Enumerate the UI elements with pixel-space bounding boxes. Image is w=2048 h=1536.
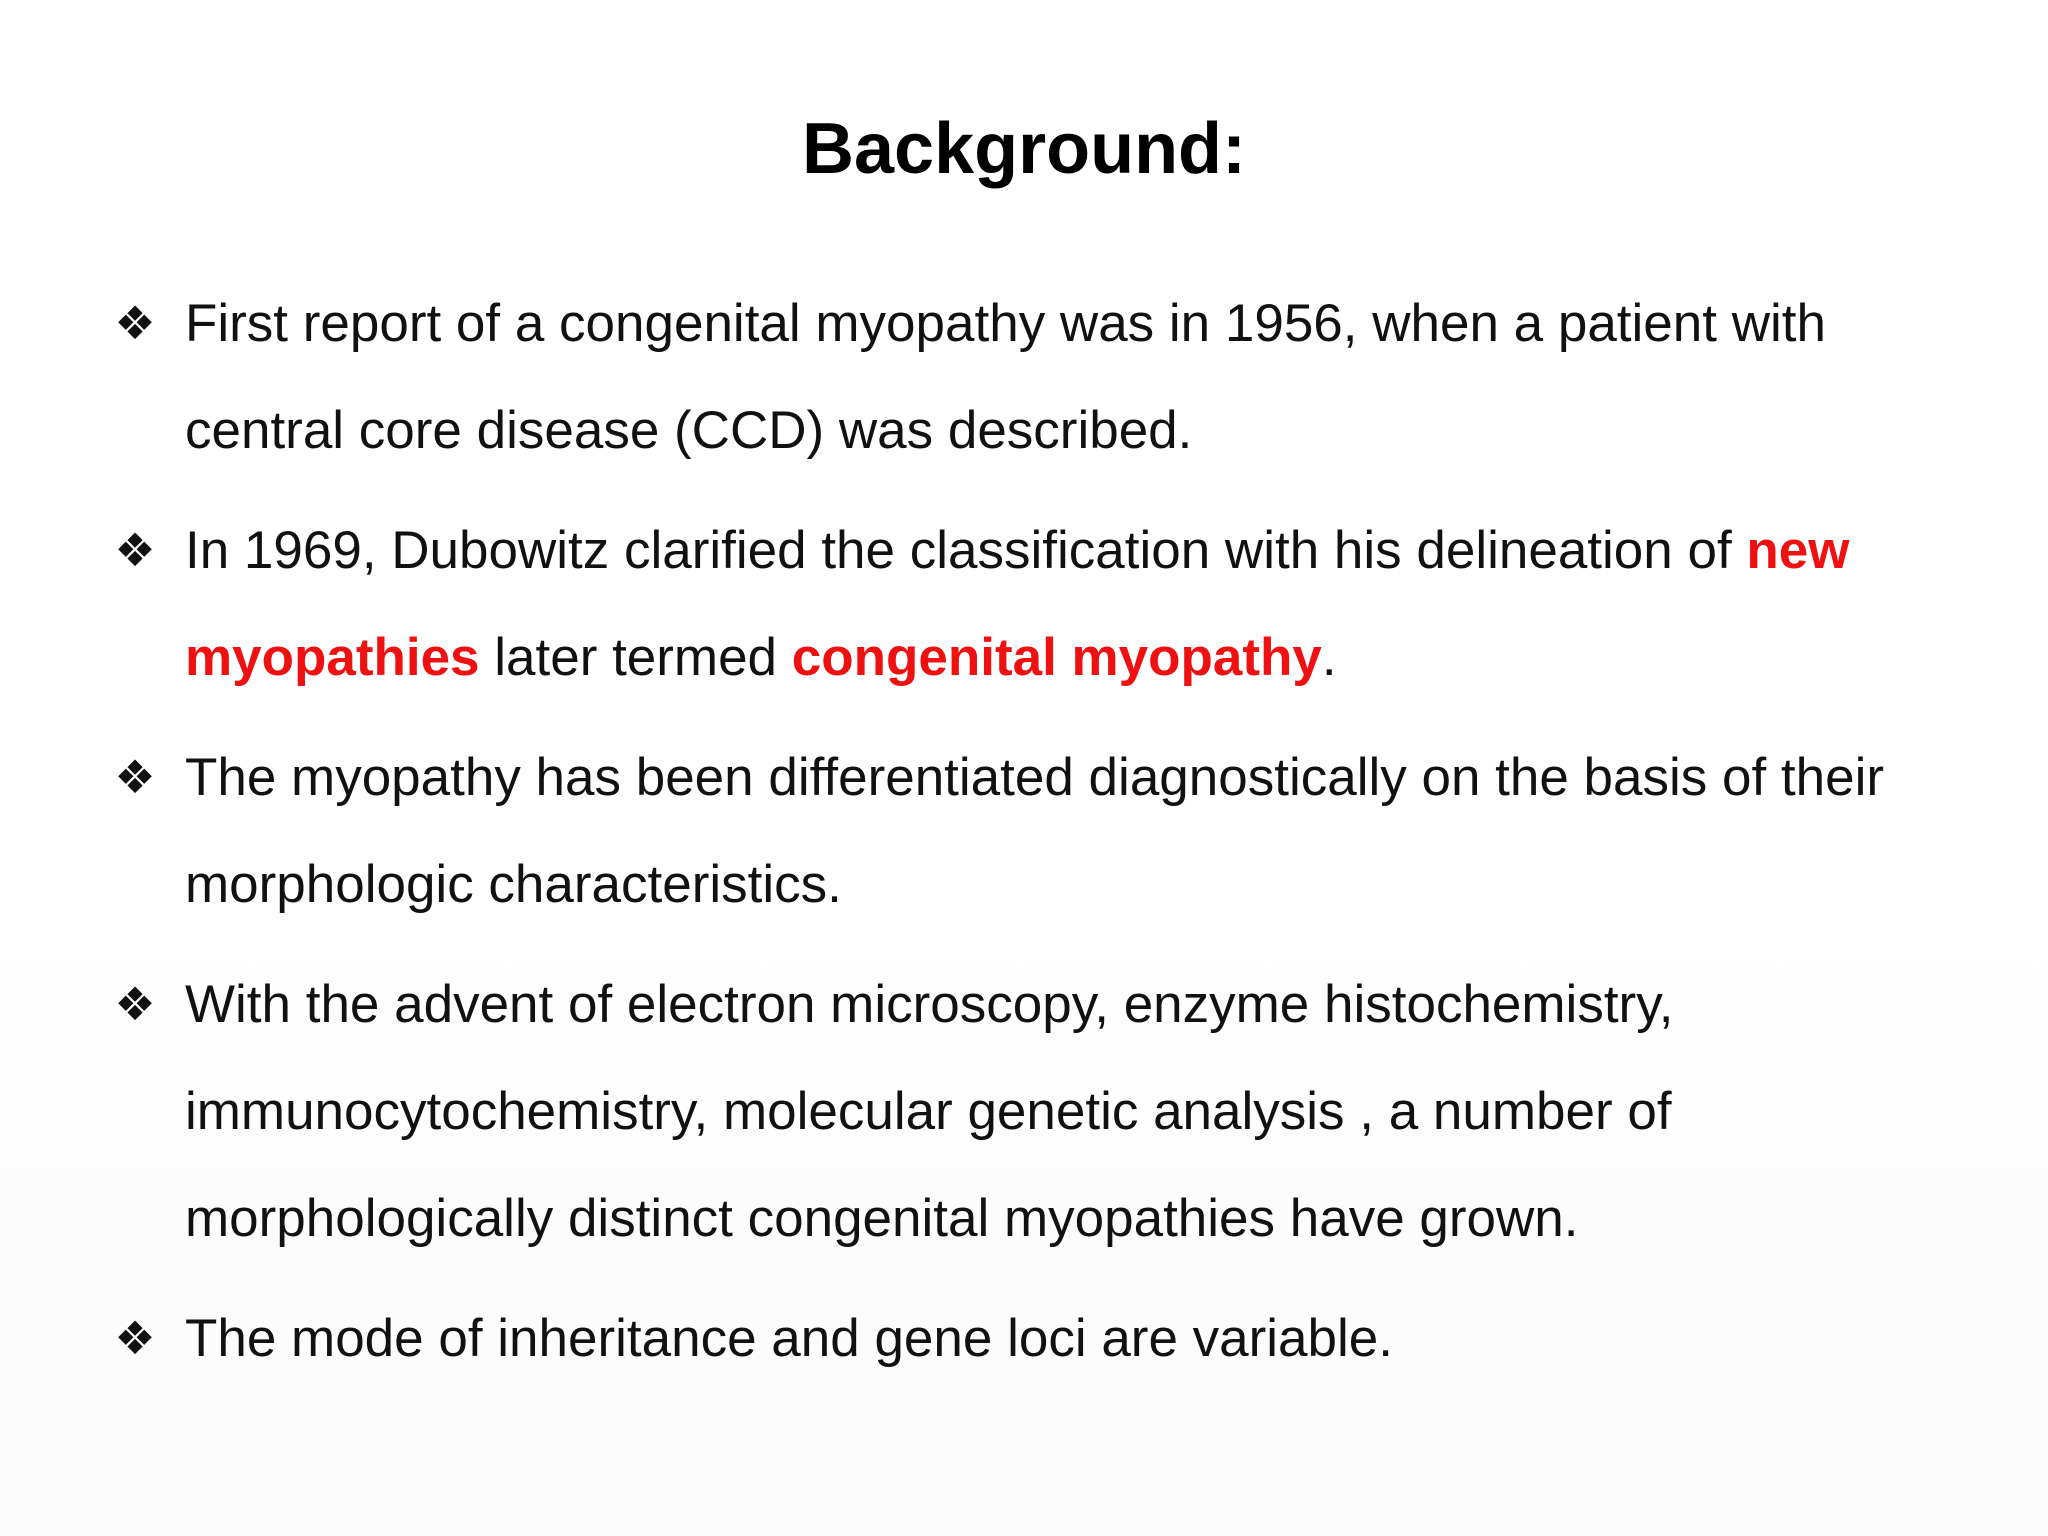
highlight-term: congenital myopathy [791,628,1322,687]
bullet-item [110,1285,1940,1392]
bullet-text: . [1321,628,1337,687]
four-diamond-icon: ❖ [114,1311,156,1365]
four-diamond-icon: ❖ [114,523,156,577]
bullet-item [110,951,1940,1272]
bullet-text: The myopathy has been differentiated diagnostically on the basis of their morphologic characteristics. [185,748,1885,914]
four-diamond-icon: ❖ [114,296,156,350]
four-diamond-icon: ❖ [114,977,156,1031]
slide-title: Background: [801,109,1247,189]
bullet-text: The mode of inheritance and gene loci are variable. [185,1309,1393,1368]
bullet-text: First report of a congenital myopathy was in 1956, when a patient with central core disease (CCD) was described. [185,294,1826,460]
bullet-item [110,270,1940,484]
bullet-item [110,724,1940,938]
four-diamond-icon: ❖ [114,750,156,804]
bullet-list [110,270,1940,1405]
highlight-term: new myopathies [185,521,1850,687]
bullet-text: later termed [479,628,792,687]
bullet-item [110,497,1940,711]
bullet-text: In 1969, Dubowitz clarified the classification with his delineation of [185,521,1747,580]
bullet-text: With the advent of electron microscopy, enzyme histochemistry, immunocytochemistry, molecular genetic analysis , a number of morphologically distinct congenital myopathies have grown. [185,975,1674,1248]
